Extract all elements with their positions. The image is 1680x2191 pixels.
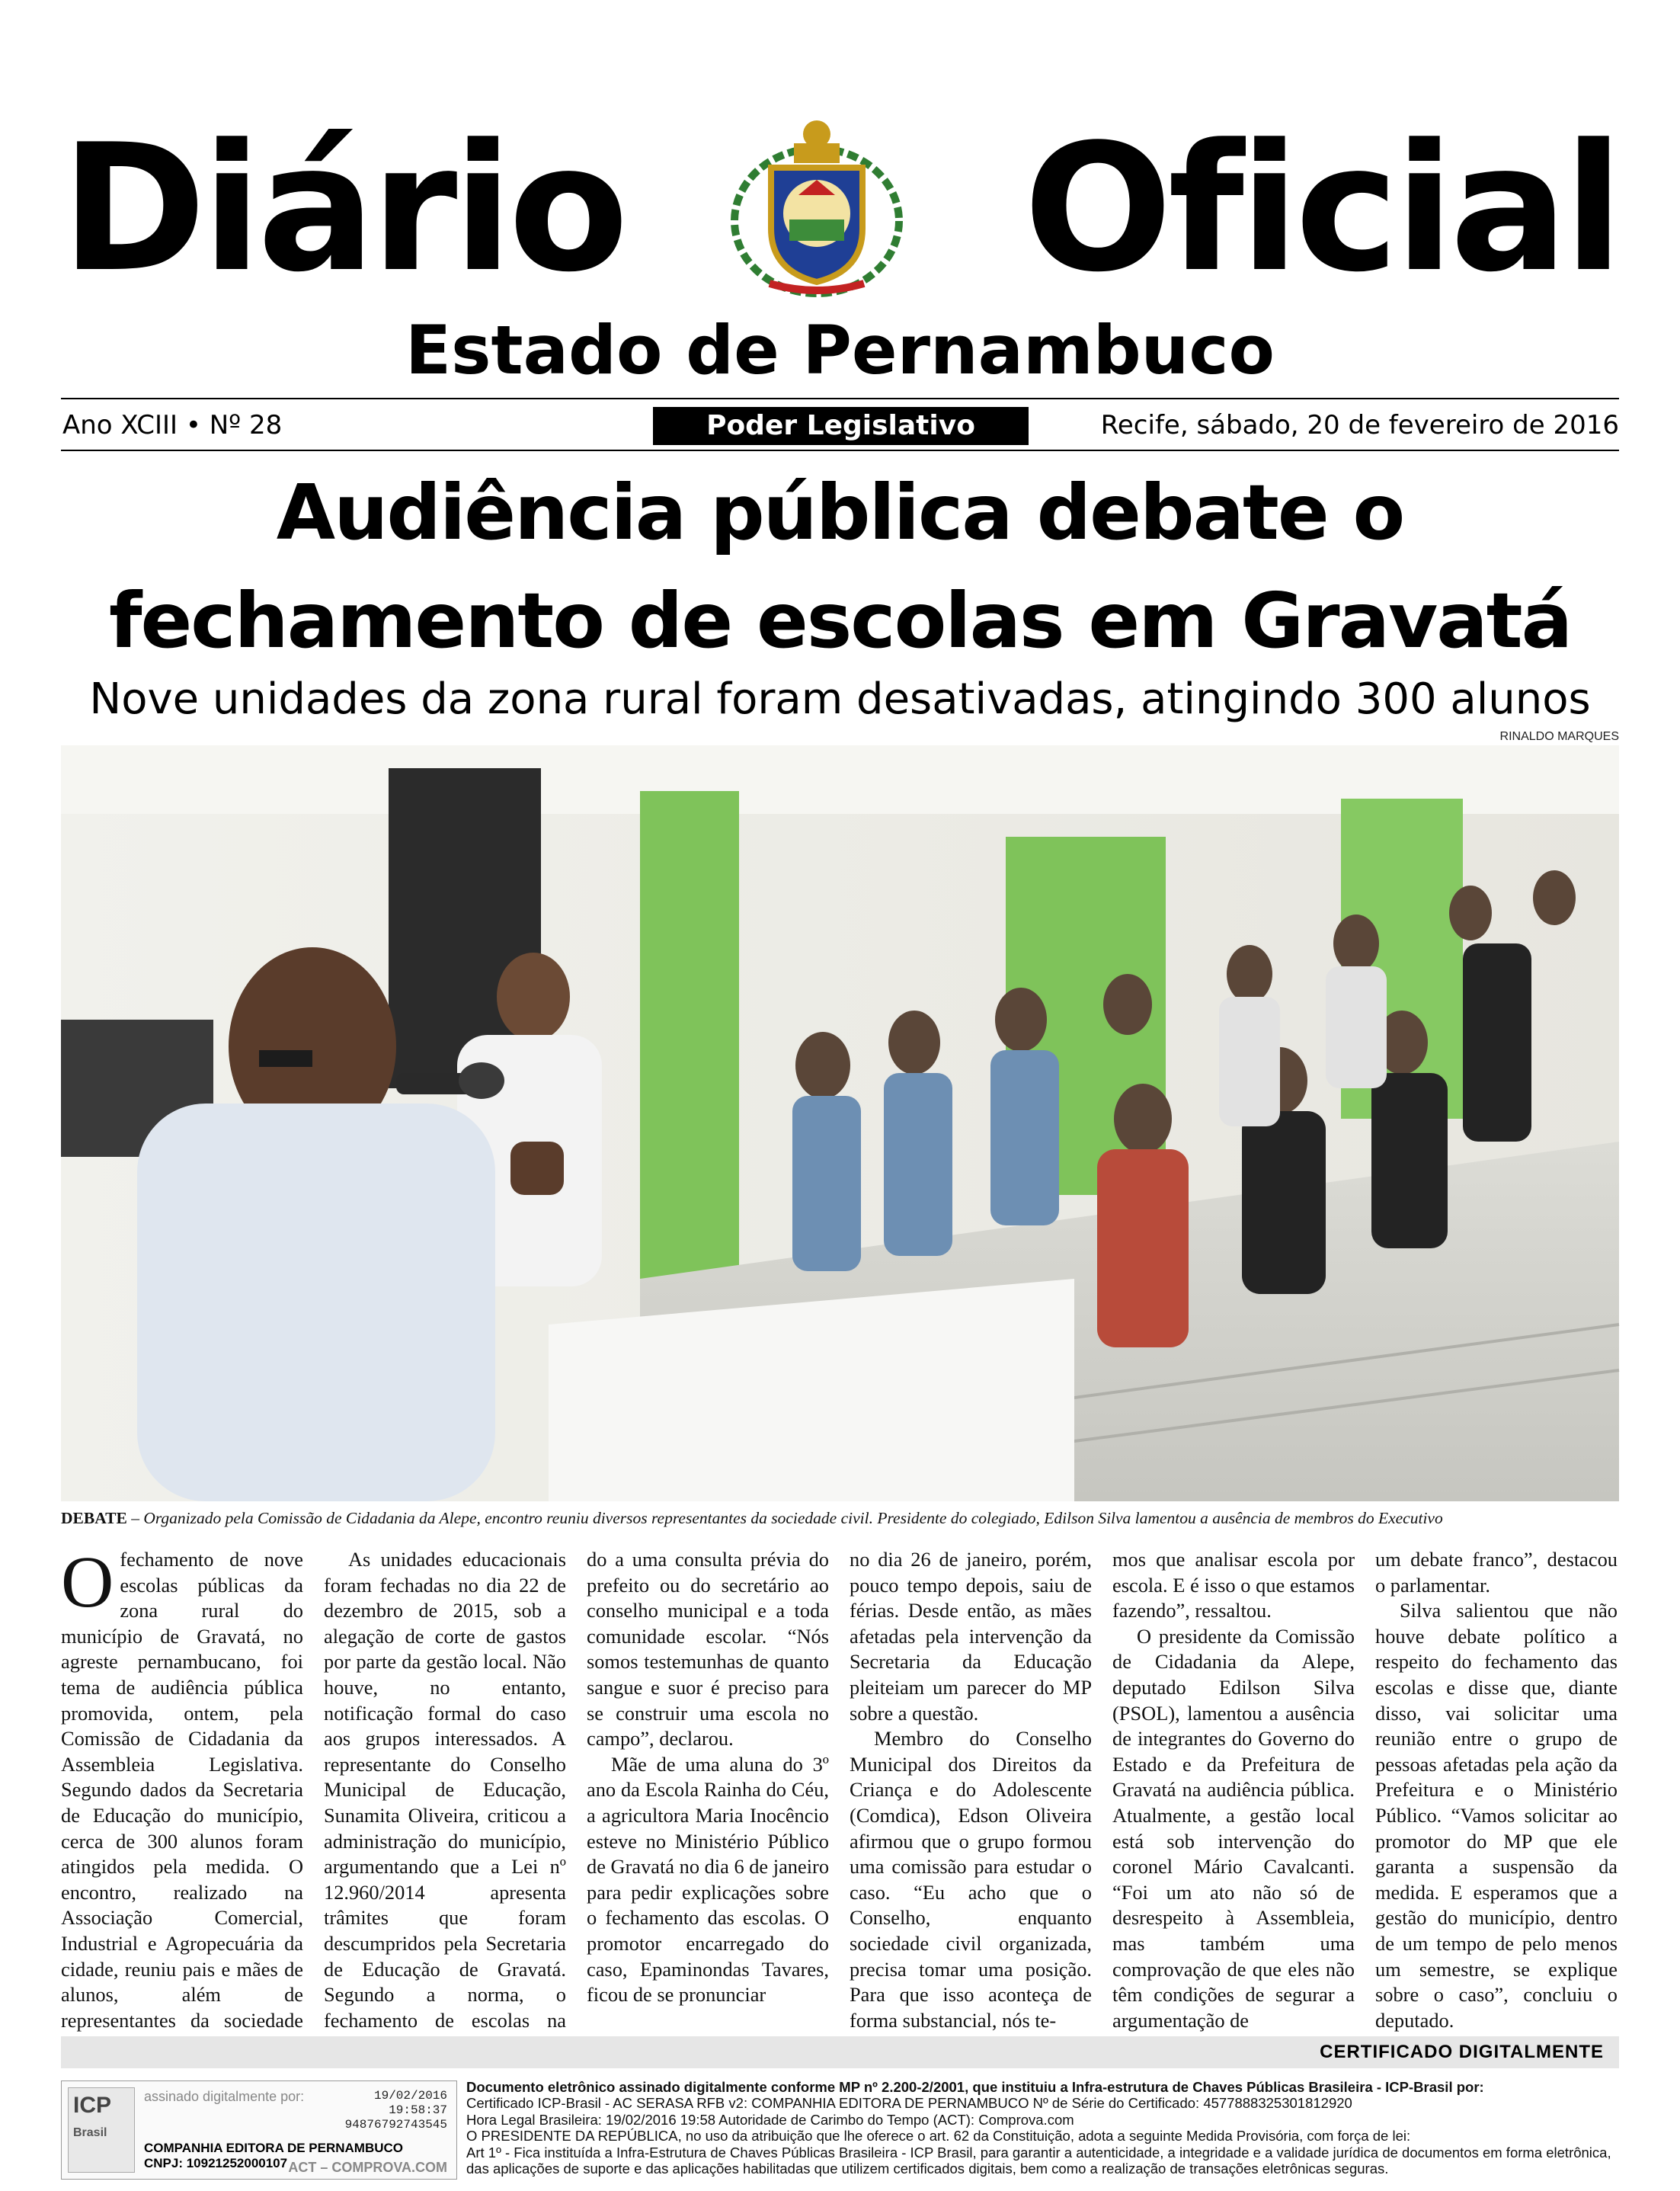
signature-date: 19/02/2016: [373, 2089, 447, 2103]
headline-line-1: Audiência pública debate o: [276, 468, 1404, 557]
column-4: [850, 1547, 1092, 2032]
signature-time: 19:58:37: [389, 2103, 447, 2117]
pernambuco-coat-of-arms-icon: [724, 114, 910, 301]
signature-serial: 94876792743545: [344, 2118, 447, 2132]
column-3: [587, 1547, 829, 2020]
issue-number: Ano XCIII • Nº 28: [62, 410, 283, 440]
place-date: Recife, sábado, 20 de fevereiro de 2016: [1100, 410, 1619, 440]
column-6: [1375, 1547, 1618, 2032]
column-6-paragraph-1: um debate franco”, destacou o parlamentar.: [1375, 1548, 1618, 1597]
masthead-title-left: Diário: [61, 107, 625, 311]
column-1-text: fechamento de nove escolas públicas da zona rural do município de Gravatá, no agreste pernambucano, foi tema de audiência pública promovida, ontem, pela Comissão de Cidadania da Assembleia Legislativa. Segundo dados da Secretaria de Educação do município, cerca de 300 alunos foram atingidos pela medida. O encontro, realizado na Associação Comercial, Industrial e Agropecuária da cidade, reuniu pais e mães de alunos, além de representantes da sociedade: [61, 1548, 303, 2032]
digital-signature-stamp: [61, 2080, 457, 2180]
certificate-line-6: das aplicações de suporte e das aplicações habilitadas que utilizem certificados digitais, bem como a realização de transações eletrônicas seguras.: [466, 2161, 1389, 2177]
column-3-paragraph-1: do a uma consulta prévia do prefeito ou do secretário ao conselho municipal e a toda comunidade escolar. “Nós somos testemunhas de quanto sangue e suor é preciso para se construir uma escola no campo”, declarou.: [587, 1548, 829, 1751]
top-rule: [61, 398, 1619, 399]
column-2: [324, 1547, 566, 2032]
headline-line-2: fechamento de escolas em Gravatá: [108, 576, 1572, 665]
signer-company-name: COMPANHIA EDITORA DE PERNAMBUCO: [144, 2141, 404, 2155]
article-photo: [61, 745, 1619, 1501]
certificate-line-1: Documento eletrônico assinado digitalmente conforme MP nº 2.200-2/2001, que instituiu a Infra-estrutura de Chaves Públicas Brasileira - ICP-Brasil por:: [466, 2079, 1484, 2095]
bottom-rule: [61, 450, 1619, 451]
masthead-title-right: Oficial: [1023, 107, 1619, 311]
subheadline: Nove unidades da zona rural foram desativadas, atingindo 300 alunos: [89, 674, 1591, 724]
icp-logo-brasil: Brasil: [73, 2126, 107, 2139]
icp-brasil-logo-icon: [68, 2087, 135, 2173]
column-3-paragraph-2: Mãe de uma aluna do 3º ano da Escola Rainha do Céu, a agricultora Maria Inocêncio esteve no Ministério Público de Gravatá no dia 6 de janeiro para pedir explicações sobre o fechamento das escolas. O promotor encarregado do caso, Epaminondas Tavares, ficou de se pronunciar: [587, 1752, 830, 2007]
certificate-band: [61, 2036, 1619, 2068]
caption-text: – Organizado pela Comissão de Cidadania da Alepe, encontro reuniu diversos representantes da sociedade civil. Presidente do colegiado, Edilson Silva lamentou a ausência de membros do Executivo: [126, 1509, 1443, 1527]
column-5-paragraph-2: O presidente da Comissão de Cidadania da Alepe, deputado Edilson Silva (PSOL), lamentou a ausência de integrantes do Governo do Estado e da Prefeitura de Gravatá na audiência pública. Atualmente, a gestão local está sob intervenção do coronel Mário Cavalcanti. “Foi um ato não só de desrespeito à Assembleia, mas também uma comprovação de que eles não têm condições de segurar a argumentação de: [1112, 1624, 1355, 2032]
certificate-text: [466, 2079, 1621, 2177]
act-label: ACT – COMPROVA.COM: [288, 2160, 447, 2175]
column-4-paragraph-2: Membro do Conselho Municipal dos Direitos da Criança e do Adolescente (Comdica), Edson Oliveira afirmou que o grupo formou uma comissão para estudar o caso. “Eu acho que o Conselho, enquanto sociedade civil organizada, precisa tomar uma posição. Para que isso aconteça de forma substancial, nós te-: [850, 1727, 1092, 2032]
column-4-paragraph-1: no dia 26 de janeiro, porém, pouco tempo depois, saiu de férias. Desde então, as mães afetadas pela intervenção da Secretaria da Educação pleiteiam um parecer do MP sobre a questão.: [850, 1548, 1092, 1725]
headline: [46, 459, 1634, 675]
signature-datetime: [345, 2089, 447, 2132]
signer-cnpj: CNPJ: 10921252000107: [144, 2156, 288, 2170]
section-badge: Poder Legislativo: [653, 407, 1029, 445]
column-6-paragraph-2: Silva salientou que não houve debate político a respeito do fechamento das escolas e disse que, diante disso, vai solicitar uma reunião entre o grupo de pessoas afetadas pela ação da Prefeitura e o Ministério Público. “Vamos solicitar ao promotor do MP que ele garanta a suspensão da medida. E esperamos que a gestão do município, dentro de um tempo de pelo menos um semestre, se explique sobre o caso”, concluiu o deputado.: [1375, 1599, 1618, 2032]
column-5-paragraph-1: mos que analisar escola por escola. E é isso o que estamos fazendo”, ressaltou.: [1112, 1548, 1355, 1622]
photo-credit: RINALDO MARQUES: [1499, 730, 1619, 743]
article-body: [61, 1541, 1619, 2032]
certificate-band-label: CERTIFICADO DIGITALMENTE: [1320, 2042, 1604, 2062]
photo-caption: [61, 1507, 1619, 1529]
certificate-line-2: Certificado ICP-Brasil - AC SERASA RFB v2: COMPANHIA EDITORA DE PERNAMBUCO Nº de Série do Certificado: 4577888325301812920: [466, 2095, 1352, 2112]
caption-label: DEBATE: [61, 1509, 127, 1527]
certificate-line-3: Hora Legal Brasileira: 19/02/2016 19:58 Autoridade de Carimbo do Tempo (ACT): Comprova.com: [466, 2111, 1074, 2128]
column-5: [1112, 1547, 1355, 2032]
icp-logo-text: ICP: [73, 2093, 112, 2118]
certificate-line-5: Art 1º - Fica instituída a Infra-Estrutura de Chaves Públicas Brasileira - ICP Brasil, para garantir a autenticidade, a integridade e a validade jurídica de documentos em forma eletrônica,: [466, 2144, 1611, 2161]
column-2-text: As unidades educacionais foram fechadas no dia 22 de dezembro de 2015, sob a alegação de corte de gastos por parte da gestão local. Não houve, no entanto, notificação formal do caso aos grupos interessados. A representante do Conselho Municipal de Educação, Sunamita Oliveira, criticou a administração do município, argumentando que a Lei nº 12.960/2014 apresenta trâmites que foram descumpridos pela Secretaria de Educação de Gravatá. Segundo a norma, o fechamento de escolas na: [324, 1548, 566, 2032]
masthead: [61, 107, 1619, 312]
drop-cap: O: [61, 1541, 114, 1622]
masthead-subtitle: Estado de Pernambuco: [405, 311, 1275, 389]
column-1: [61, 1541, 303, 2032]
certificate-line-4: O PRESIDENTE DA REPÚBLICA, no uso da atribuição que lhe oferece o art. 62 da Constituição, adota a seguinte Medida Provisória, com força de lei:: [466, 2128, 1411, 2145]
signed-by-label: assinado digitalmente por:: [144, 2089, 305, 2104]
